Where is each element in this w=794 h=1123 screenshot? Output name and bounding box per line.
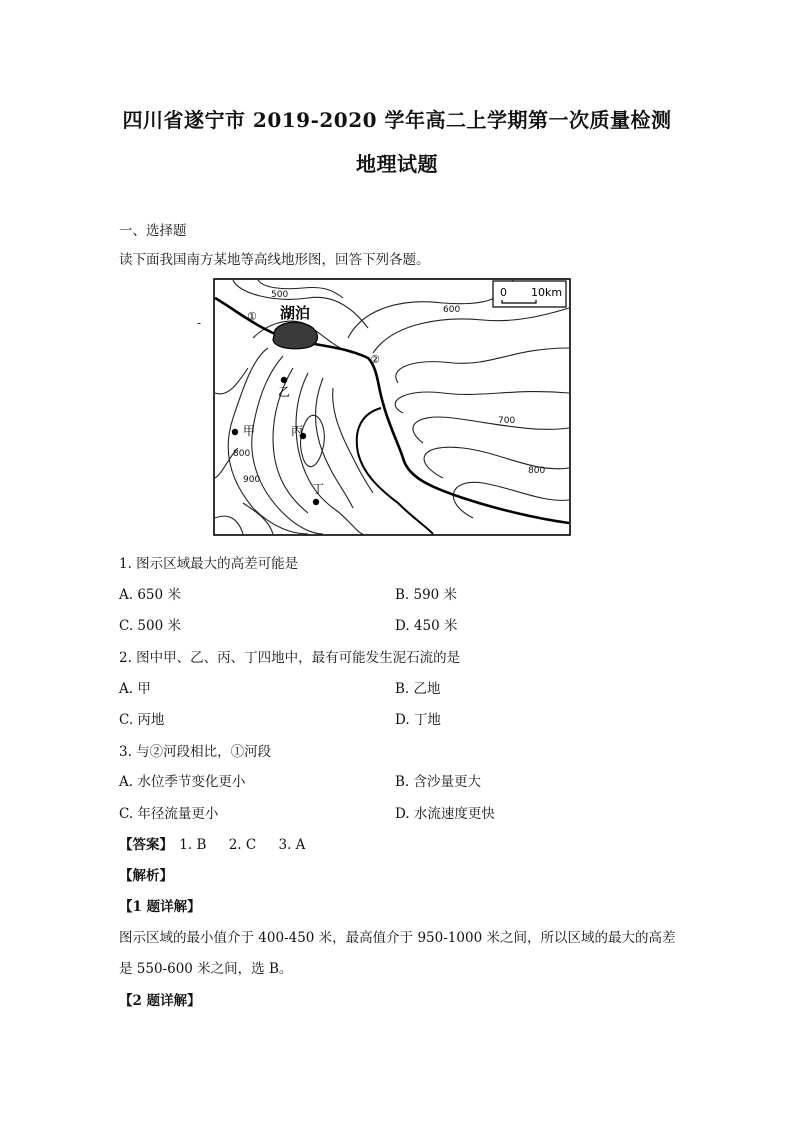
question-3-option-d: D. 水流速度更快 [395, 806, 495, 822]
question-1-stem: 1. 图示区域最大的高差可能是 [119, 556, 299, 572]
svg-text:0: 0 [500, 286, 507, 299]
svg-text:700: 700 [498, 416, 516, 426]
svg-text:500: 500 [271, 290, 289, 300]
question-3-option-c: C. 年径流量更小 [119, 806, 219, 822]
question-3-stem: 3. 与②河段相比，①河段 [119, 744, 272, 760]
question-2-stem: 2. 图中甲、乙、丙、丁四地中，最有可能发生泥石流的是 [119, 650, 461, 666]
question-2-option-d: D. 丁地 [395, 712, 441, 728]
question-2-option-c: C. 丙地 [119, 712, 165, 728]
svg-text:10km: 10km [531, 286, 563, 299]
question-3-option-a: A. 水位季节变化更小 [119, 774, 246, 790]
river-mark-1: ① [247, 310, 257, 323]
answer-line [119, 833, 323, 853]
lake-label: 湖泊 [279, 304, 311, 322]
svg-text:800: 800 [528, 466, 546, 476]
section-heading: 一、选择题 [119, 223, 187, 239]
question-3-option-b: B. 含沙量更大 [395, 774, 482, 790]
document-title-line1: 四川省遂宁市 2019-2020 学年高二上学期第一次质量检测 [122, 108, 672, 132]
q1-detail-text-2: 是 550-600 米之间，选 B。 [119, 961, 293, 977]
answer-item: 3. A [278, 837, 306, 853]
point-ding: 丁 [312, 482, 325, 496]
point-yi: 乙 [278, 385, 291, 399]
q2-detail-heading: 【2 题详解】 [119, 993, 201, 1009]
contour-map [213, 278, 571, 536]
svg-text:900: 900 [243, 475, 261, 485]
stray-mark: - [197, 316, 202, 330]
question-1-option-d: D. 450 米 [395, 618, 458, 634]
answer-item: 2. C [228, 837, 257, 853]
question-intro: 读下面我国南方某地等高线地形图，回答下列各题。 [119, 252, 430, 268]
answer-label: 【答案】 [119, 837, 173, 853]
point-bing: 丙 [291, 424, 304, 438]
question-1-option-c: C. 500 米 [119, 618, 181, 634]
svg-text:800: 800 [233, 449, 251, 459]
question-2-option-a: A. 甲 [119, 681, 151, 697]
q1-detail-heading: 【1 题详解】 [119, 899, 201, 915]
analysis-label: 【解析】 [119, 868, 173, 884]
answer-item: 1. B [179, 837, 207, 853]
question-1-option-a: A. 650 米 [119, 587, 181, 603]
document-title-line2: 地理试题 [356, 152, 438, 176]
lake [273, 322, 317, 348]
question-1-option-b: B. 590 米 [395, 587, 458, 603]
river-mark-2: ② [370, 353, 380, 366]
svg-text:600: 600 [443, 305, 461, 315]
scale-bar [493, 281, 566, 307]
question-2-option-b: B. 乙地 [395, 681, 441, 697]
point-jia: 甲 [243, 424, 256, 438]
q1-detail-text-1: 图示区域的最小值介于 400-450 米，最高值介于 950-1000 米之间，所以区域的最大的高差 [119, 930, 676, 946]
